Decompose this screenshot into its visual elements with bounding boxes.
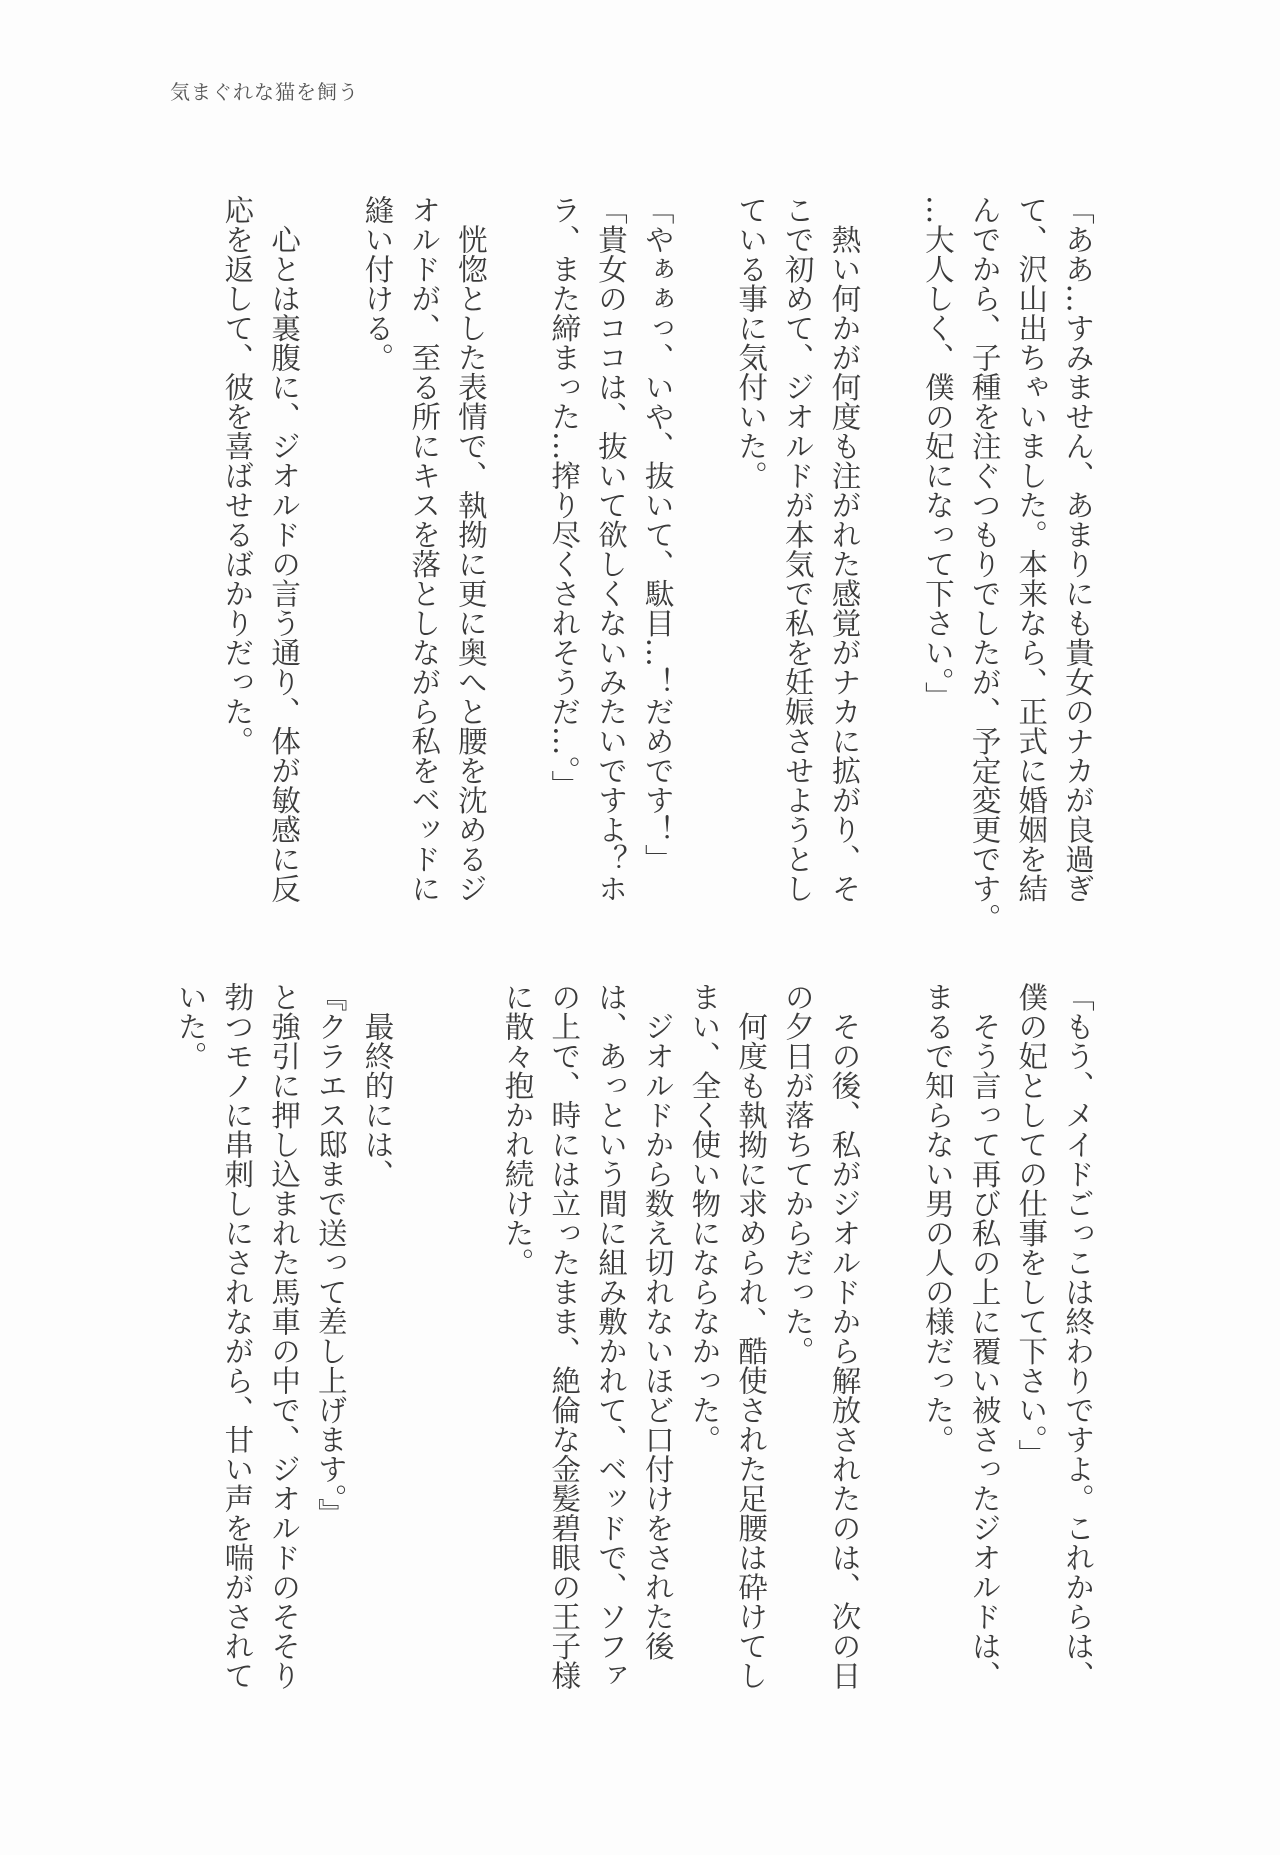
text-line: その後、私がジオルドから解放されたのは、次の日: [827, 982, 862, 1690]
text-line: 「もう、メイドごっこは終わりですよ。これからは、: [1061, 982, 1095, 1690]
text-line: 最終的には、: [360, 982, 395, 1189]
blank-line: [868, 195, 915, 915]
text-line: 恍惚とした表情で、執拗に更に奥へと腰を沈めるジ: [453, 195, 488, 903]
text-line: オルドが、至る所にキスを落としながら私をベッドに: [407, 195, 442, 903]
blank-line: [401, 982, 448, 1702]
blank-line: [868, 982, 915, 1702]
text-line: 「貴女のココは、抜いて欲しくないみたいですよ？ホ: [594, 195, 628, 903]
text-line: 勃つモノに串刺しにされながら、甘い声を喘がされて: [220, 982, 255, 1690]
text-line: に散々抱かれ続けた。: [500, 982, 535, 1277]
text-line: て、沢山出ちゃいました。本来なら、正式に婚姻を結: [1014, 195, 1049, 903]
text-line: ている事に気付いた。: [734, 195, 769, 490]
text-line: いた。: [173, 982, 208, 1071]
text-line: 何度も執拗に求められ、酷使された足腰は砕けてし: [734, 982, 769, 1690]
text-line: …大人しく、僕の妃になって下さい。」: [920, 195, 955, 712]
text-line: まるで知らない男の人の様だった。: [920, 982, 955, 1454]
text-line: んでから、子種を注ぐつもりでしたが、予定変更です。: [967, 195, 1002, 933]
text-line: 応を返して、彼を喜ばせるばかりだった。: [220, 195, 255, 756]
text-line: と強引に押し込まれた馬車の中で、ジオルドのそそり: [267, 982, 302, 1690]
text-line: 僕の妃としての仕事をして下さい。」: [1014, 982, 1049, 1469]
text-line: は、あっという間に組み敷かれて、ベッドで、ソファ: [593, 982, 628, 1690]
blank-line: [681, 195, 728, 915]
text-line: ジオルドから数え切れないほど口付けをされた後: [640, 982, 675, 1661]
running-head-title: 気まぐれな猫を飼う: [170, 80, 359, 104]
text-line: 熱い何かが何度も注がれた感覚がナカに拡がり、そ: [827, 195, 862, 903]
blank-line: [307, 195, 354, 915]
blank-line: [447, 982, 494, 1702]
text-line: ラ、また締まった…搾り尽くされそうだ…。」: [547, 195, 582, 800]
text-line: 「やぁぁっ、いや、抜いて、駄目…！だめです！」: [640, 195, 675, 874]
text-line: そう言って再び私の上に覆い被さったジオルドは、: [967, 982, 1002, 1690]
blank-line: [494, 195, 541, 915]
text-line: 心とは裏腹に、ジオルドの言う通り、体が敏感に反: [267, 195, 302, 903]
text-line: の上で、時には立ったまま、絶倫な金髪碧眼の王子様: [547, 982, 582, 1690]
text-line: こで初めて、ジオルドが本気で私を妊娠させようとし: [780, 195, 815, 903]
text-block-top: [214, 195, 1101, 933]
text-line: の夕日が落ちてからだった。: [780, 982, 815, 1366]
text-line: まい、全く使い物にならなかった。: [687, 982, 722, 1454]
text-line: 「ああ…すみません、あまりにも貴女のナカが良過ぎ: [1061, 195, 1095, 903]
text-block-bottom: [167, 982, 1101, 1702]
text-line: 『クラエス邸まで送って差し上げます。』: [313, 982, 348, 1528]
text-line: 縫い付ける。: [360, 195, 395, 372]
